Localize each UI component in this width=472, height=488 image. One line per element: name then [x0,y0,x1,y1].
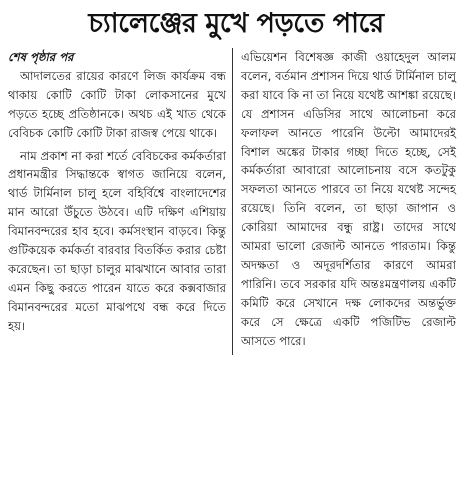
left-column [8,48,232,355]
paragraph: নাম প্রকাশ না করা শর্তে বেবিচকের কর্মকর্তারা প্রধানমন্ত্রীর সিদ্ধান্তকে স্বাগত জানিয়ে বলেন, থার্ড টার্মিনাল চালু হলে বহির্বিশ্বে বাংলাদেশের মান আরো উঁচুতে উঠবে। এটি দক্ষিণ এশিয়ায় বিমানবন্দরের হাব হবে। কর্মসংস্থান বাড়বে। কিন্তু গুটিকয়েক কর্মকর্তা বারবার বিতর্কিত করার চেষ্টা করেছেন। তা ছাড়া চালুর মাঝখানে আবার তারা এমন কিছু করতে পারেন যাতে করে কক্সবাজার বিমানবন্দরের মতো মাঝপথে বন্ধ করে দিতে হয়। [8,148,226,333]
continuation-kicker: শেষ পৃষ্ঠার পর [8,50,74,64]
headline: চ্যালেঞ্জের মুখে পড়তে পারে [88,8,384,39]
right-column [232,48,456,355]
article-body [8,48,464,355]
paragraph: আদালতের রায়ের কারণে লিজ কার্যক্রম বন্ধ থাকায় কোটি কোটি টাকা লোকসানের মুখে পড়তে হচ্ছে প্রতিষ্ঠানকে। অথচ এই খাত থেকে বেবিচক কোটি কোটি টাকা রাজস্ব পেয়ে থাকে। [8,68,226,140]
paragraph: এভিয়েশন বিশেষজ্ঞ কাজী ওয়াহেদুল আলম বলেন, বর্তমান প্রশাসন দিয়ে থার্ড টার্মিনাল চালু করা যাবে কি না তা নিয়ে যথেষ্ট আশঙ্কা রয়েছে। যে প্রশাসন এডিসির সাথে আলোচনা করে ফলাফল আনতে পারেনি উল্টো আমাদেরই বিশাল অঙ্কের টাকার গচ্ছা দিতে হচ্ছে, সেই কর্মকর্তারা আবারো আলোচনায় বসে কতটুকু সফলতা আনতে পারবে তা নিয়ে যথেষ্ট সন্দেহ রয়েছে। তিনি বলেন, তা ছাড়া জাপান ও কোরিয়া আমাদের বন্ধু রাষ্ট্র। তাদের সাথে আমরা ভালো রেজাল্ট আনতে পারতাম। কিন্তু অদক্ষতা ও অদূরদর্শিতার কারণে আমরা পারিনি। তবে সরকার যদি অন্তঃমন্ত্রণালয় একটি কমিটি করে সেখানে দক্ষ লোকদের অন্তর্ভুক্ত করে সে ক্ষেত্রে একটি পজিটিভ রেজাল্ট আসতে পারে। [241,50,456,348]
